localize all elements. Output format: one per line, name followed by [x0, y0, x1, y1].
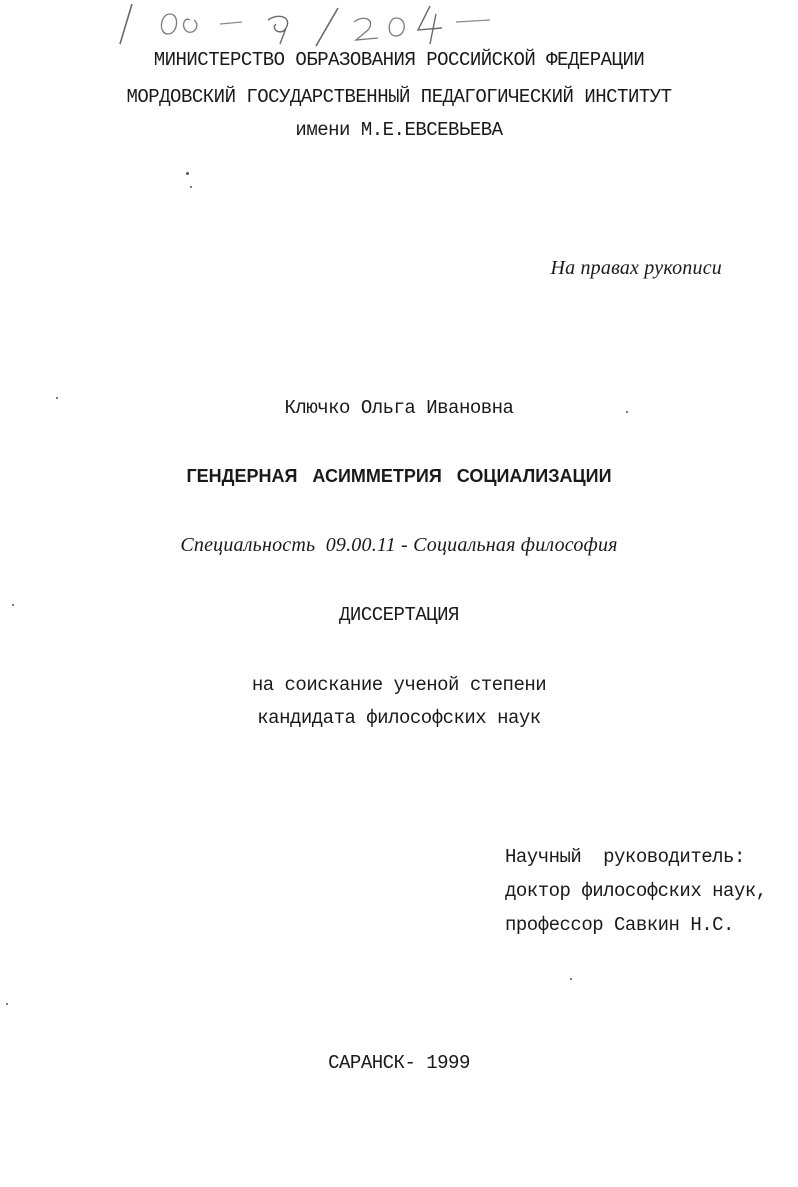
- author-name: Ключко Ольга Ивановна: [284, 397, 514, 419]
- scan-speck: [190, 186, 192, 188]
- supervisor-line-2: доктор философских наук,: [505, 880, 767, 902]
- city-year: САРАНСК- 1999: [328, 1052, 470, 1074]
- degree-line-2: кандидата философских наук: [257, 707, 541, 729]
- scan-speck: [6, 1003, 8, 1005]
- handwritten-archive-mark: [110, 0, 570, 50]
- supervisor-line-3: профессор Савкин Н.С.: [505, 914, 734, 936]
- scan-speck: [56, 397, 58, 399]
- manuscript-note: На правах рукописи: [550, 257, 722, 279]
- scan-speck: [12, 604, 14, 606]
- specialty-line: Специальность 09.00.11 - Социальная философия: [180, 534, 618, 556]
- document-type: ДИССЕРТАЦИЯ: [339, 604, 459, 626]
- scan-speck: [186, 172, 189, 175]
- named-after-line: имени М.Е.ЕВСЕВЬЕВА: [295, 119, 503, 141]
- degree-line-1: на соискание ученой степени: [251, 674, 547, 696]
- scan-speck: [570, 978, 572, 980]
- scan-speck: [626, 411, 628, 413]
- dissertation-title: ГЕНДЕРНАЯ АСИММЕТРИЯ СОЦИАЛИЗАЦИИ: [186, 466, 612, 486]
- ministry-line: МИНИСТЕРСТВО ОБРАЗОВАНИЯ РОССИЙСКОЙ ФЕДЕРАЦИИ: [153, 49, 645, 71]
- institute-line: МОРДОВСКИЙ ГОСУДАРСТВЕННЫЙ ПЕДАГОГИЧЕСКИЙ ИНСТИТУТ: [126, 86, 672, 108]
- supervisor-line-1: Научный руководитель:: [505, 846, 745, 868]
